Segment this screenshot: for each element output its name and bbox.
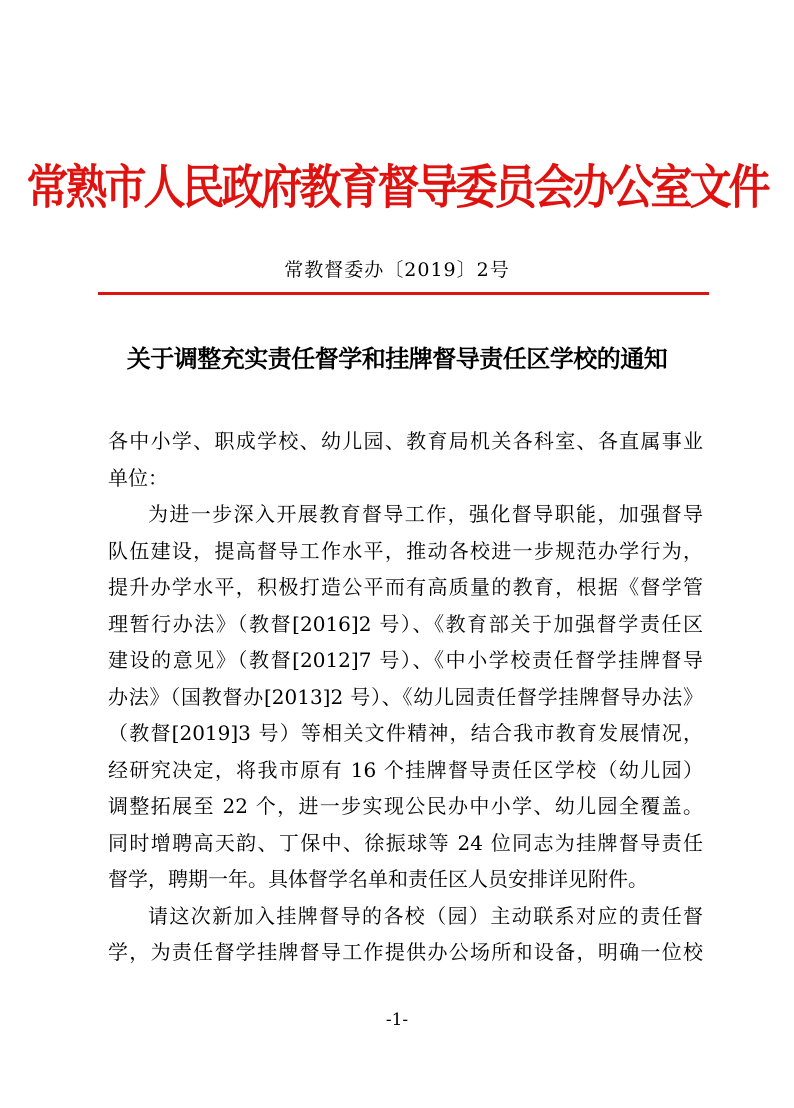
body-line: 建设的意见》（教督[2012]7 号）、《中小学校责任督学挂牌督导 bbox=[108, 648, 703, 672]
body-line: 理暂行办法》（教督[2016]2 号）、《教育部关于加强督学责任区 bbox=[108, 611, 703, 636]
body-line: （教督[2019]3 号）等相关文件精神，结合我市教育发展情况， bbox=[108, 721, 703, 745]
page-number: -1- bbox=[385, 1010, 409, 1030]
red-divider-line bbox=[98, 292, 709, 295]
body-line: 经研究决定，将我市原有 16 个挂牌督导责任区学校（幼儿园） bbox=[108, 757, 703, 782]
body-line: 学，为责任督学挂牌督导工作提供办公场所和设备，明确一位校 bbox=[108, 940, 703, 964]
body-line: 为进一步深入开展教育督导工作，强化督导职能，加强督导 bbox=[148, 502, 703, 526]
body-line: 队伍建设，提高督导工作水平，推动各校进一步规范办学行为， bbox=[108, 538, 703, 563]
body-line: 单位： bbox=[108, 465, 168, 490]
body-line: 提升办学水平，积极打造公平而有高质量的教育，根据《督学管 bbox=[108, 575, 703, 599]
body-line: 调整拓展至 22 个，进一步实现公民办中小学、幼儿园全覆盖。 bbox=[108, 794, 703, 818]
notice-body bbox=[108, 423, 703, 971]
issuing-authority-title: 常熟市人民政府教育督导委员会办公室文件 bbox=[26, 160, 768, 215]
body-line: 督学，聘期一年。具体督学名单和责任区人员安排详见附件。 bbox=[108, 867, 648, 891]
body-line: 办法》（国教督办[2013]2 号）、《幼儿园责任督学挂牌督导办法》 bbox=[108, 684, 703, 709]
notice-title: 关于调整充实责任督学和挂牌督导责任区学校的通知 bbox=[126, 345, 668, 373]
body-line: 同时增聘高天韵、丁保中、徐振球等 24 位同志为挂牌督导责任 bbox=[108, 830, 703, 855]
body-line: 各中小学、职成学校、幼儿园、教育局机关各科室、各直属事业 bbox=[108, 429, 703, 453]
document-number: 常教督委办〔2019〕2号 bbox=[284, 259, 510, 281]
body-line: 请这次新加入挂牌督导的各校（园）主动联系对应的责任督 bbox=[148, 903, 703, 928]
